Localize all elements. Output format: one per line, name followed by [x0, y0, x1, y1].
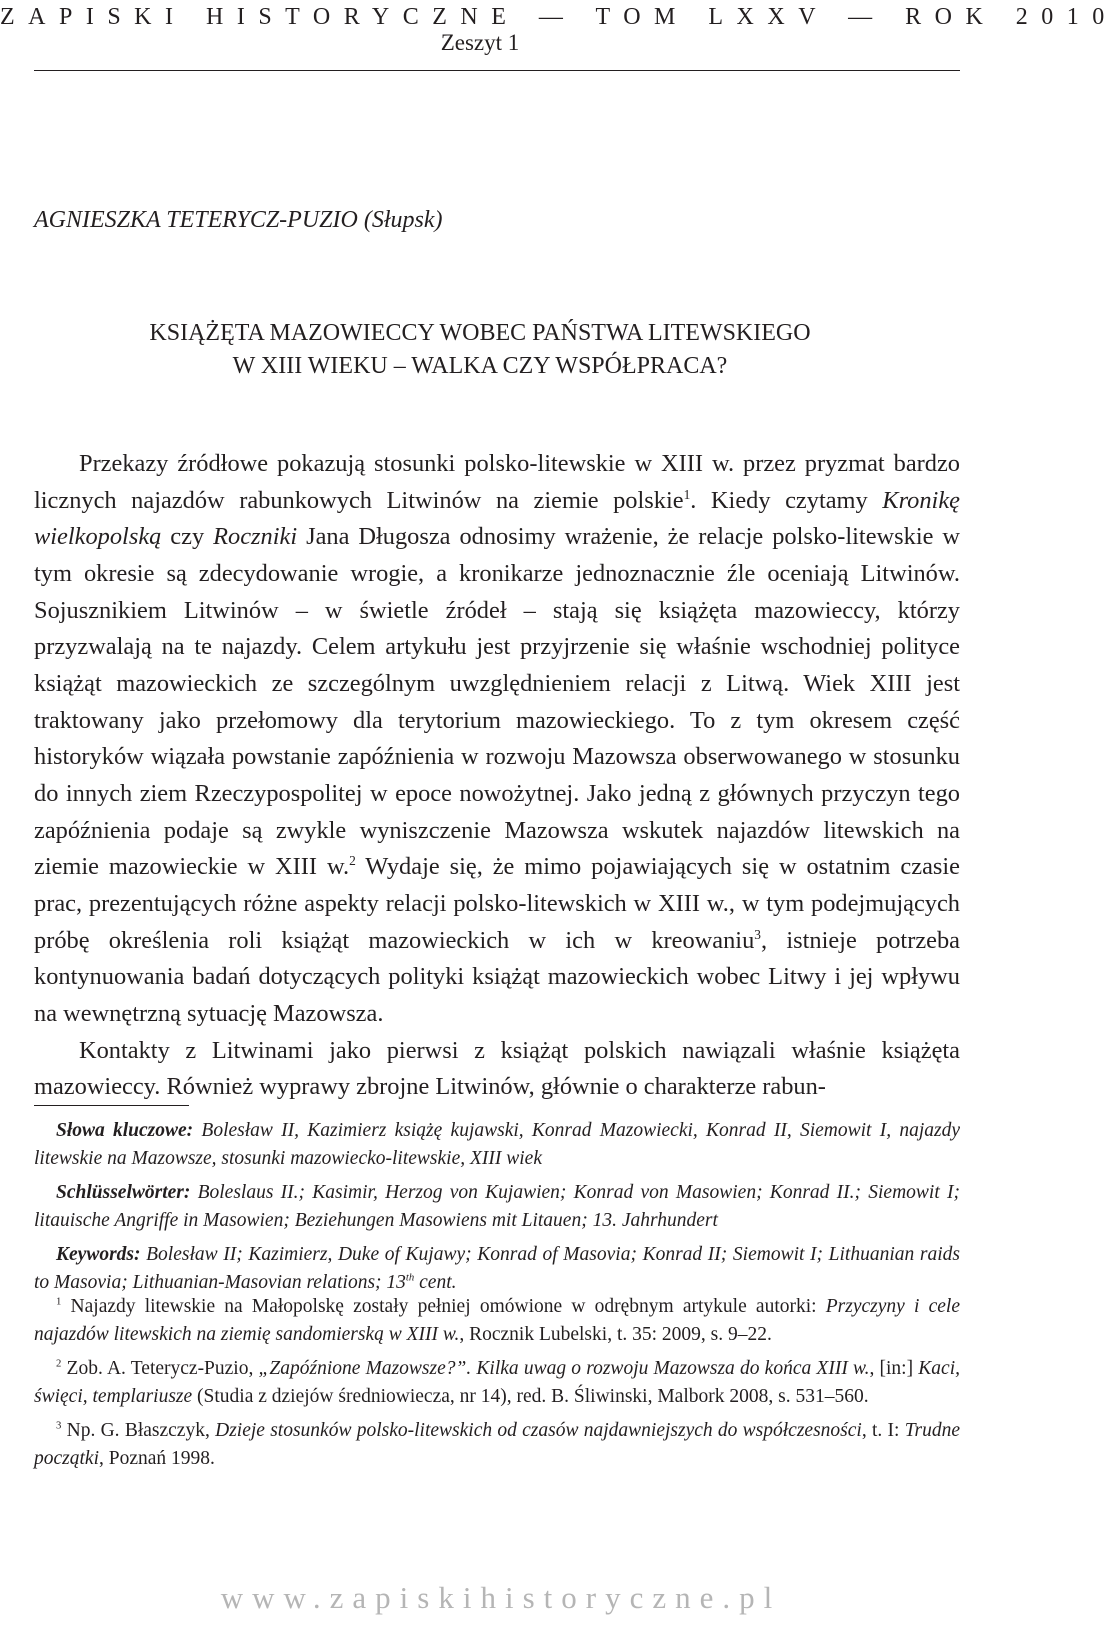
keywords-en: Keywords: Bolesław II; Kazimierz, Duke of Kujawy; Konrad of Masovia; Konrad II; Siemowit I; Lithuanian raids to Masovia; Lithuanian-Masovian relations; 13th cent. — [34, 1244, 960, 1293]
footnote-ref[interactable]: 3 — [754, 926, 761, 942]
body-paragraph: Kontakty z Litwinami jako pierwsi z książąt polskich nawiązali właśnie książęta mazowieccy. Również wyprawy zbrojne Litwinów, głównie o charakterze rabun- — [34, 1036, 960, 1101]
footnote-divider — [34, 1105, 189, 1106]
footnote: $^3$ Np. G. Błaszczyk, Dzieje stosunków polsko-litewskich od czasów najdawniejszych do współczesności, t. I: Trudne początki, Poznań 1998. — [34, 1419, 960, 1469]
footnotes-block — [34, 1293, 960, 1479]
footer-url[interactable]: www.zapiskihistoryczne.pl — [220, 1580, 782, 1615]
footnote-number: 2 — [56, 1357, 62, 1370]
footnote: $^1$ Najazdy litewskie na Małopolskę zostały pełniej omówione w odrębnym artykule autorki: Przyczyny i cele najazdów litewskich na ziemię sandomierską w XIII w., Rocznik Lubelski, t. 35: 2009, s. 9–22. — [34, 1295, 960, 1345]
article-author: AGNIESZKA TETERYCZ-PUZIO (Słupsk) — [34, 207, 443, 233]
article-body — [34, 446, 960, 1106]
title-line: KSIĄŻĘTA MAZOWIECCY WOBEC PAŃSTWA LITEWSKIEGO — [149, 320, 811, 346]
keywords-pl: Słowa kluczowe: Bolesław II, Kazimierz książę kujawski, Konrad Mazowiecki, Konrad II, Siemowit I, najazdy litewskie na Mazowsze, stosunki mazowiecko-litewskie, XIII wiek — [34, 1120, 960, 1169]
keywords-de: Schlüsselwörter: Boleslaus II.; Kasimir, Herzog von Kujawien; Konrad von Masowien; Konrad II.; Siemowit I; litauische Angriffe in Masowien; Beziehungen Masowiens mit Litauen; 13. Jahrhundert — [34, 1182, 960, 1231]
keywords-block — [34, 1117, 960, 1303]
issue-label: Zeszyt 1 — [440, 30, 520, 55]
title-line: W XIII WIEKU – WALKA CZY WSPÓŁPRACA? — [232, 353, 728, 379]
footnote-number: 3 — [56, 1419, 62, 1432]
footnote-number: 1 — [56, 1295, 62, 1308]
article-title — [0, 317, 960, 383]
footnote: $^2$ Zob. A. Teterycz-Puzio, „Zapóźnione Mazowsze?”. Kilka uwag o rozwoju Mazowsza do końca XIII w., [in:] Kaci, święci, templariusze (Studia z dziejów średniowiecza, nr 14), red. B. Śliwinski, Malbork 2008, s. 531–560. — [34, 1357, 960, 1407]
journal-header: ZAPISKI HISTORYCZNE — TOM LXXV — ROK 2010 — [0, 4, 1118, 30]
footnote-ref[interactable]: 2 — [349, 853, 356, 869]
header-divider — [34, 70, 960, 71]
body-paragraph: Przekazy źródłowe pokazują stosunki polsko-litewskie w XIII w. przez pryzmat bardzo licznych najazdów rabunkowych Litwinów na ziemie polskie$^1$. Kiedy czytamy Kronikę wielkopolską czy Roczniki Jana Długosza odnosimy wrażenie, że relacje polsko-litewskie w tym okresie są zdecydowanie wrogie, a kronikarze jednoznacznie źle oceniają Litwinów. Sojusznikiem Litwinów – w świetle źródeł – stają się książęta mazowieccy, którzy przyzwalają na te najazdy. Celem artykułu jest przyjrzenie się właśnie wschodniej polityce książąt mazowieckich ze szczególnym uwzględnieniem relacji z Litwą. Wiek XIII jest traktowany jako przełomowy dla terytorium mazowieckiego. To z tym okresem część historyków wiązała powstanie zapóźnienia w rozwoju Mazowsza obserwowanego w stosunku do innych ziem Rzeczypospolitej w epoce nowożytnej. Jako jedną z głównych przyczyn tego zapóźnienia podaje są zwykle wyniszczenie Mazowsza wskutek najazdów litewskich na ziemie mazowieckie w XIII w.$^2$ Wydaje się, że mimo pojawiających się w ostatnim czasie prac, prezentujących różne aspekty relacji polsko-litewskich w XIII w., w tym podejmujących próbę określenia roli książąt mazowieckich w ich w kreowaniu$^3$, istnieje potrzeba kontynuowania badań dotyczących polityki książąt mazowieckich wobec Litwy i jej wpływu na wewnętrzną sytuację Mazowsza. — [34, 450, 961, 1027]
footnote-ref[interactable]: 1 — [683, 486, 691, 502]
